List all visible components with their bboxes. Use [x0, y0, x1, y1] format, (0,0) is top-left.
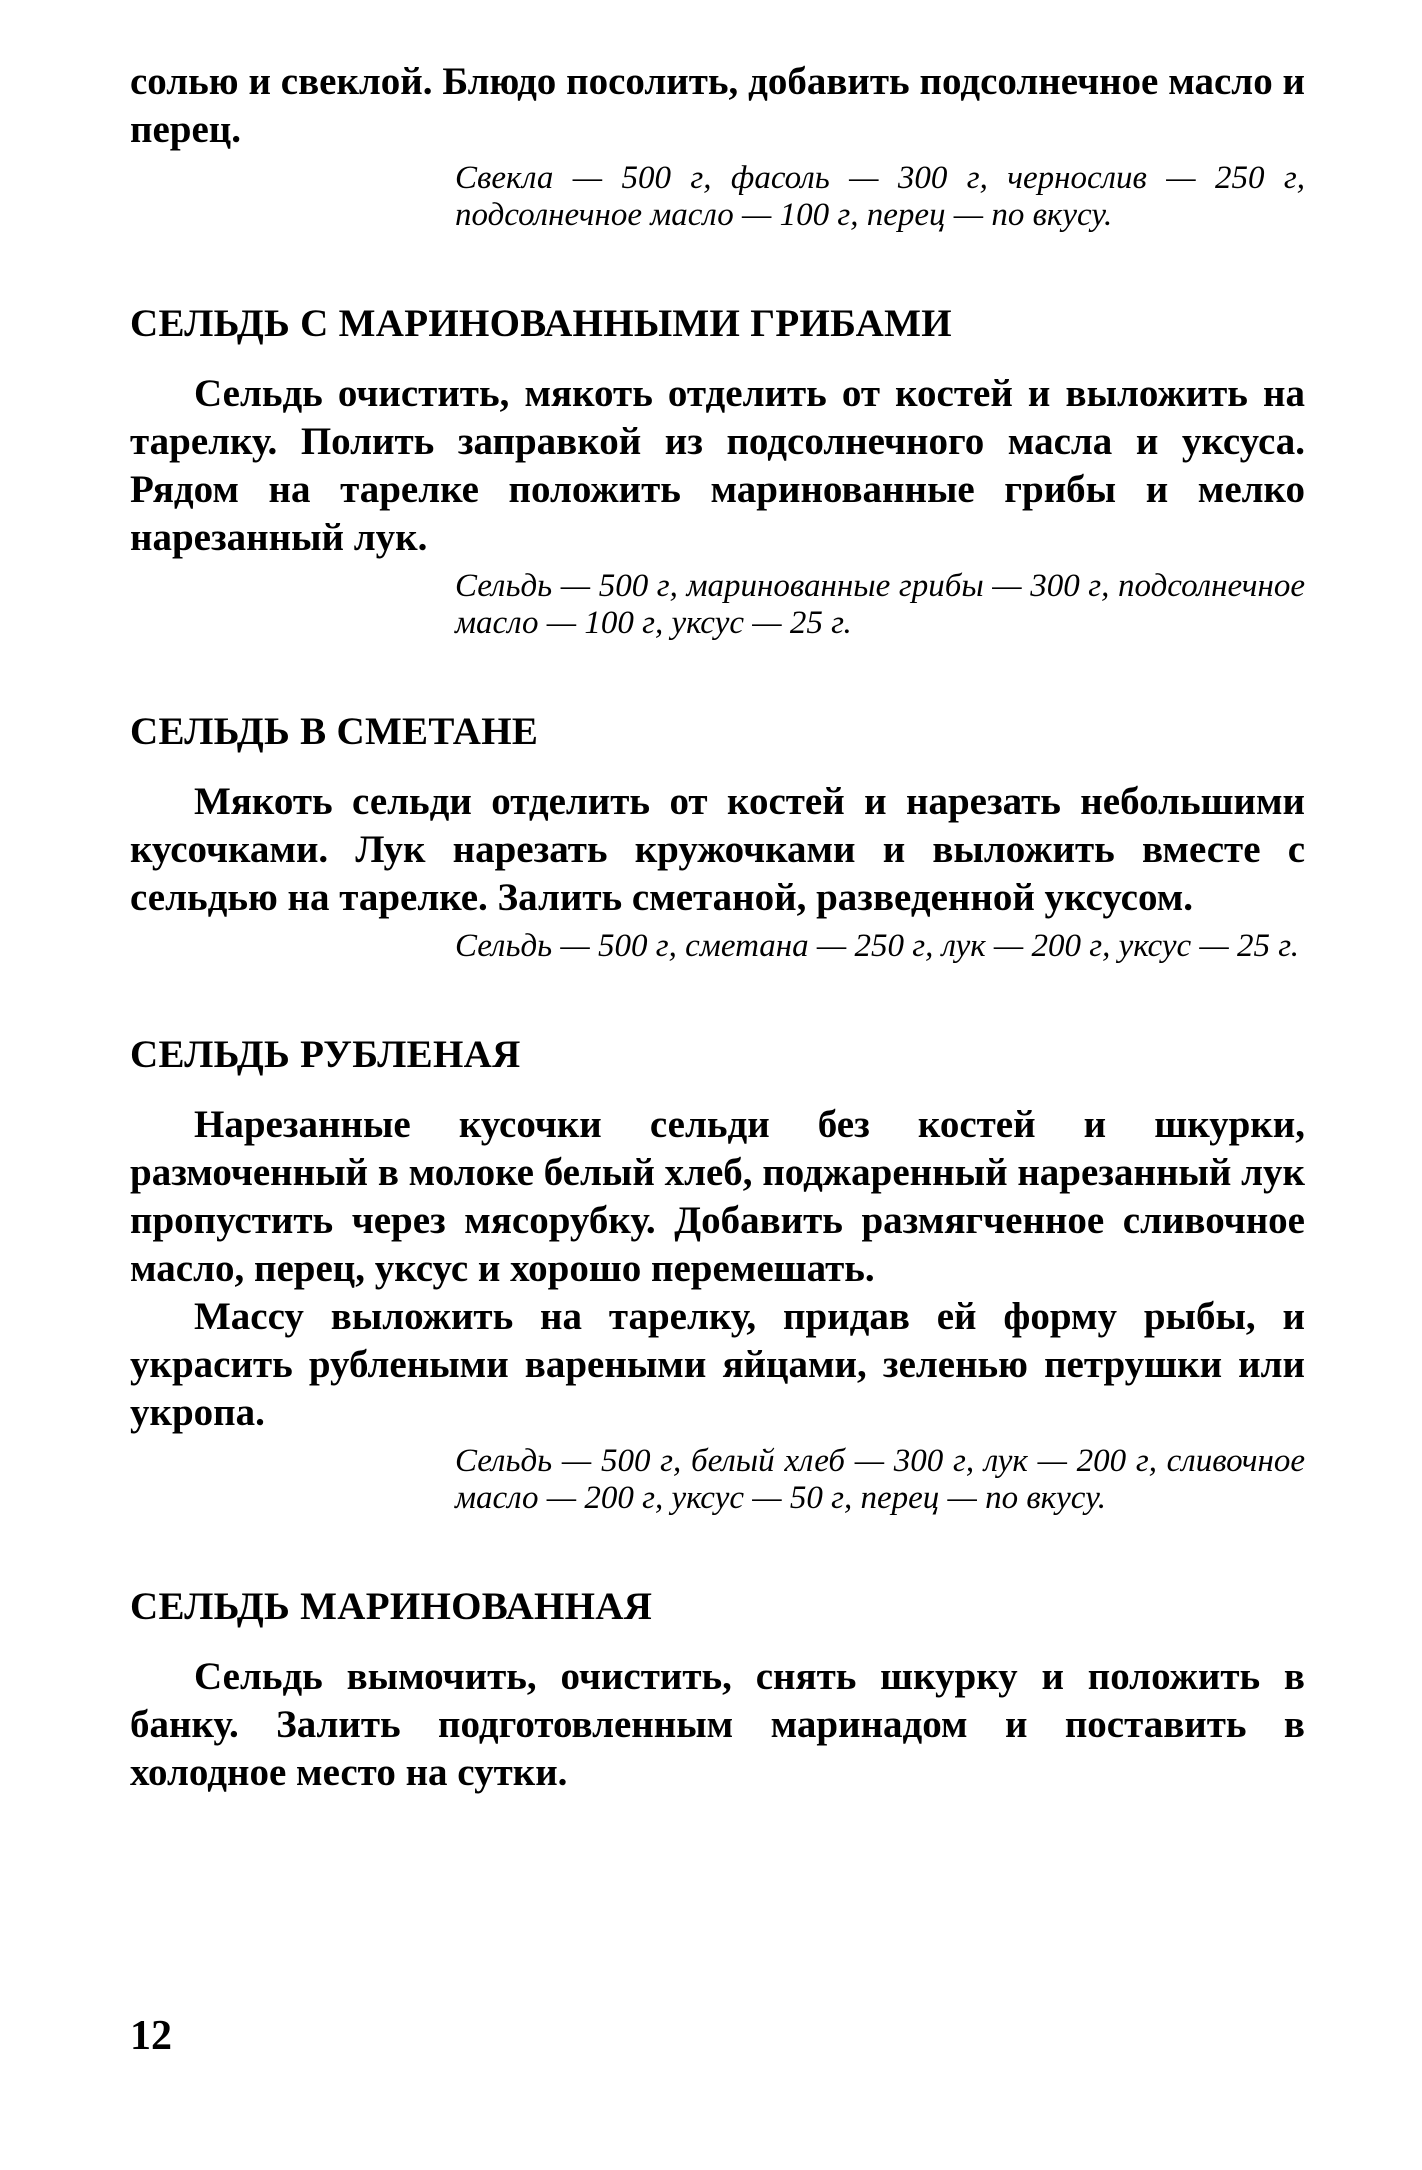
- ingredients-list: Сельдь — 500 г, сметана — 250 г, лук — 200 г, уксус — 25 г.: [455, 928, 1299, 964]
- page-number: 12: [130, 2013, 172, 2059]
- recipe-herring-sour-cream: [130, 708, 1305, 965]
- recipe-title: СЕЛЬДЬ МАРИНОВАННАЯ: [130, 1585, 653, 1628]
- recipe-marinated-herring: [130, 1583, 1305, 1797]
- recipe-herring-mushrooms: [130, 300, 1305, 642]
- recipe-paragraph: Сельдь очистить, мякоть отделить от костей и выложить на тарелку. Полить заправкой из подсолнечного масла и уксуса. Рядом на тарелке положить маринованные грибы и мелко нарезанный лук.: [130, 372, 1305, 559]
- recipe-paragraph: Массу выложить на тарелку, придав ей форму рыбы, и украсить рублеными вареными яйцами, зеленью петрушки или укропа.: [130, 1295, 1305, 1434]
- recipe-paragraph: Нарезанные кусочки сельди без костей и шкурки, размоченный в молоке белый хлеб, поджаренный нарезанный лук пропустить через мясорубку. Добавить размягченное сливочное масло, перец, уксус и хорошо перемешать.: [130, 1103, 1305, 1290]
- recipe-paragraph: Сельдь вымочить, очистить, снять шкурку и положить в банку. Залить подготовленным маринадом и поставить в холодное место на сутки.: [130, 1655, 1305, 1794]
- book-page: [130, 58, 1305, 1797]
- recipe-chopped-herring: [130, 1031, 1305, 1517]
- recipe-title: СЕЛЬДЬ С МАРИНОВАННЫМИ ГРИБАМИ: [130, 302, 952, 345]
- recipe-paragraph: Мякоть сельди отделить от костей и нарезать небольшими кусочками. Лук нарезать кружочками и выложить вместе с сельдью на тарелке. Залить сметаной, разведенной уксусом.: [130, 780, 1305, 919]
- ingredients-list: Сельдь — 500 г, белый хлеб — 300 г, лук — 200 г, сливочное масло — 200 г, уксус — 50 г, перец — по вкусу.: [455, 1443, 1305, 1516]
- ingredients-list: Сельдь — 500 г, маринованные грибы — 300 г, подсолнечное масло — 100 г, уксус — 25 г.: [455, 568, 1305, 641]
- continuation-text: солью и свеклой. Блюдо посолить, добавить подсолнечное масло и перец.: [130, 60, 1305, 151]
- ingredients-list: Свекла — 500 г, фасоль — 300 г, чернослив — 250 г, подсолнечное масло — 100 г, перец — по вкусу.: [455, 160, 1305, 233]
- recipe-title: СЕЛЬДЬ В СМЕТАНЕ: [130, 710, 539, 753]
- recipe-title: СЕЛЬДЬ РУБЛЕНАЯ: [130, 1033, 521, 1076]
